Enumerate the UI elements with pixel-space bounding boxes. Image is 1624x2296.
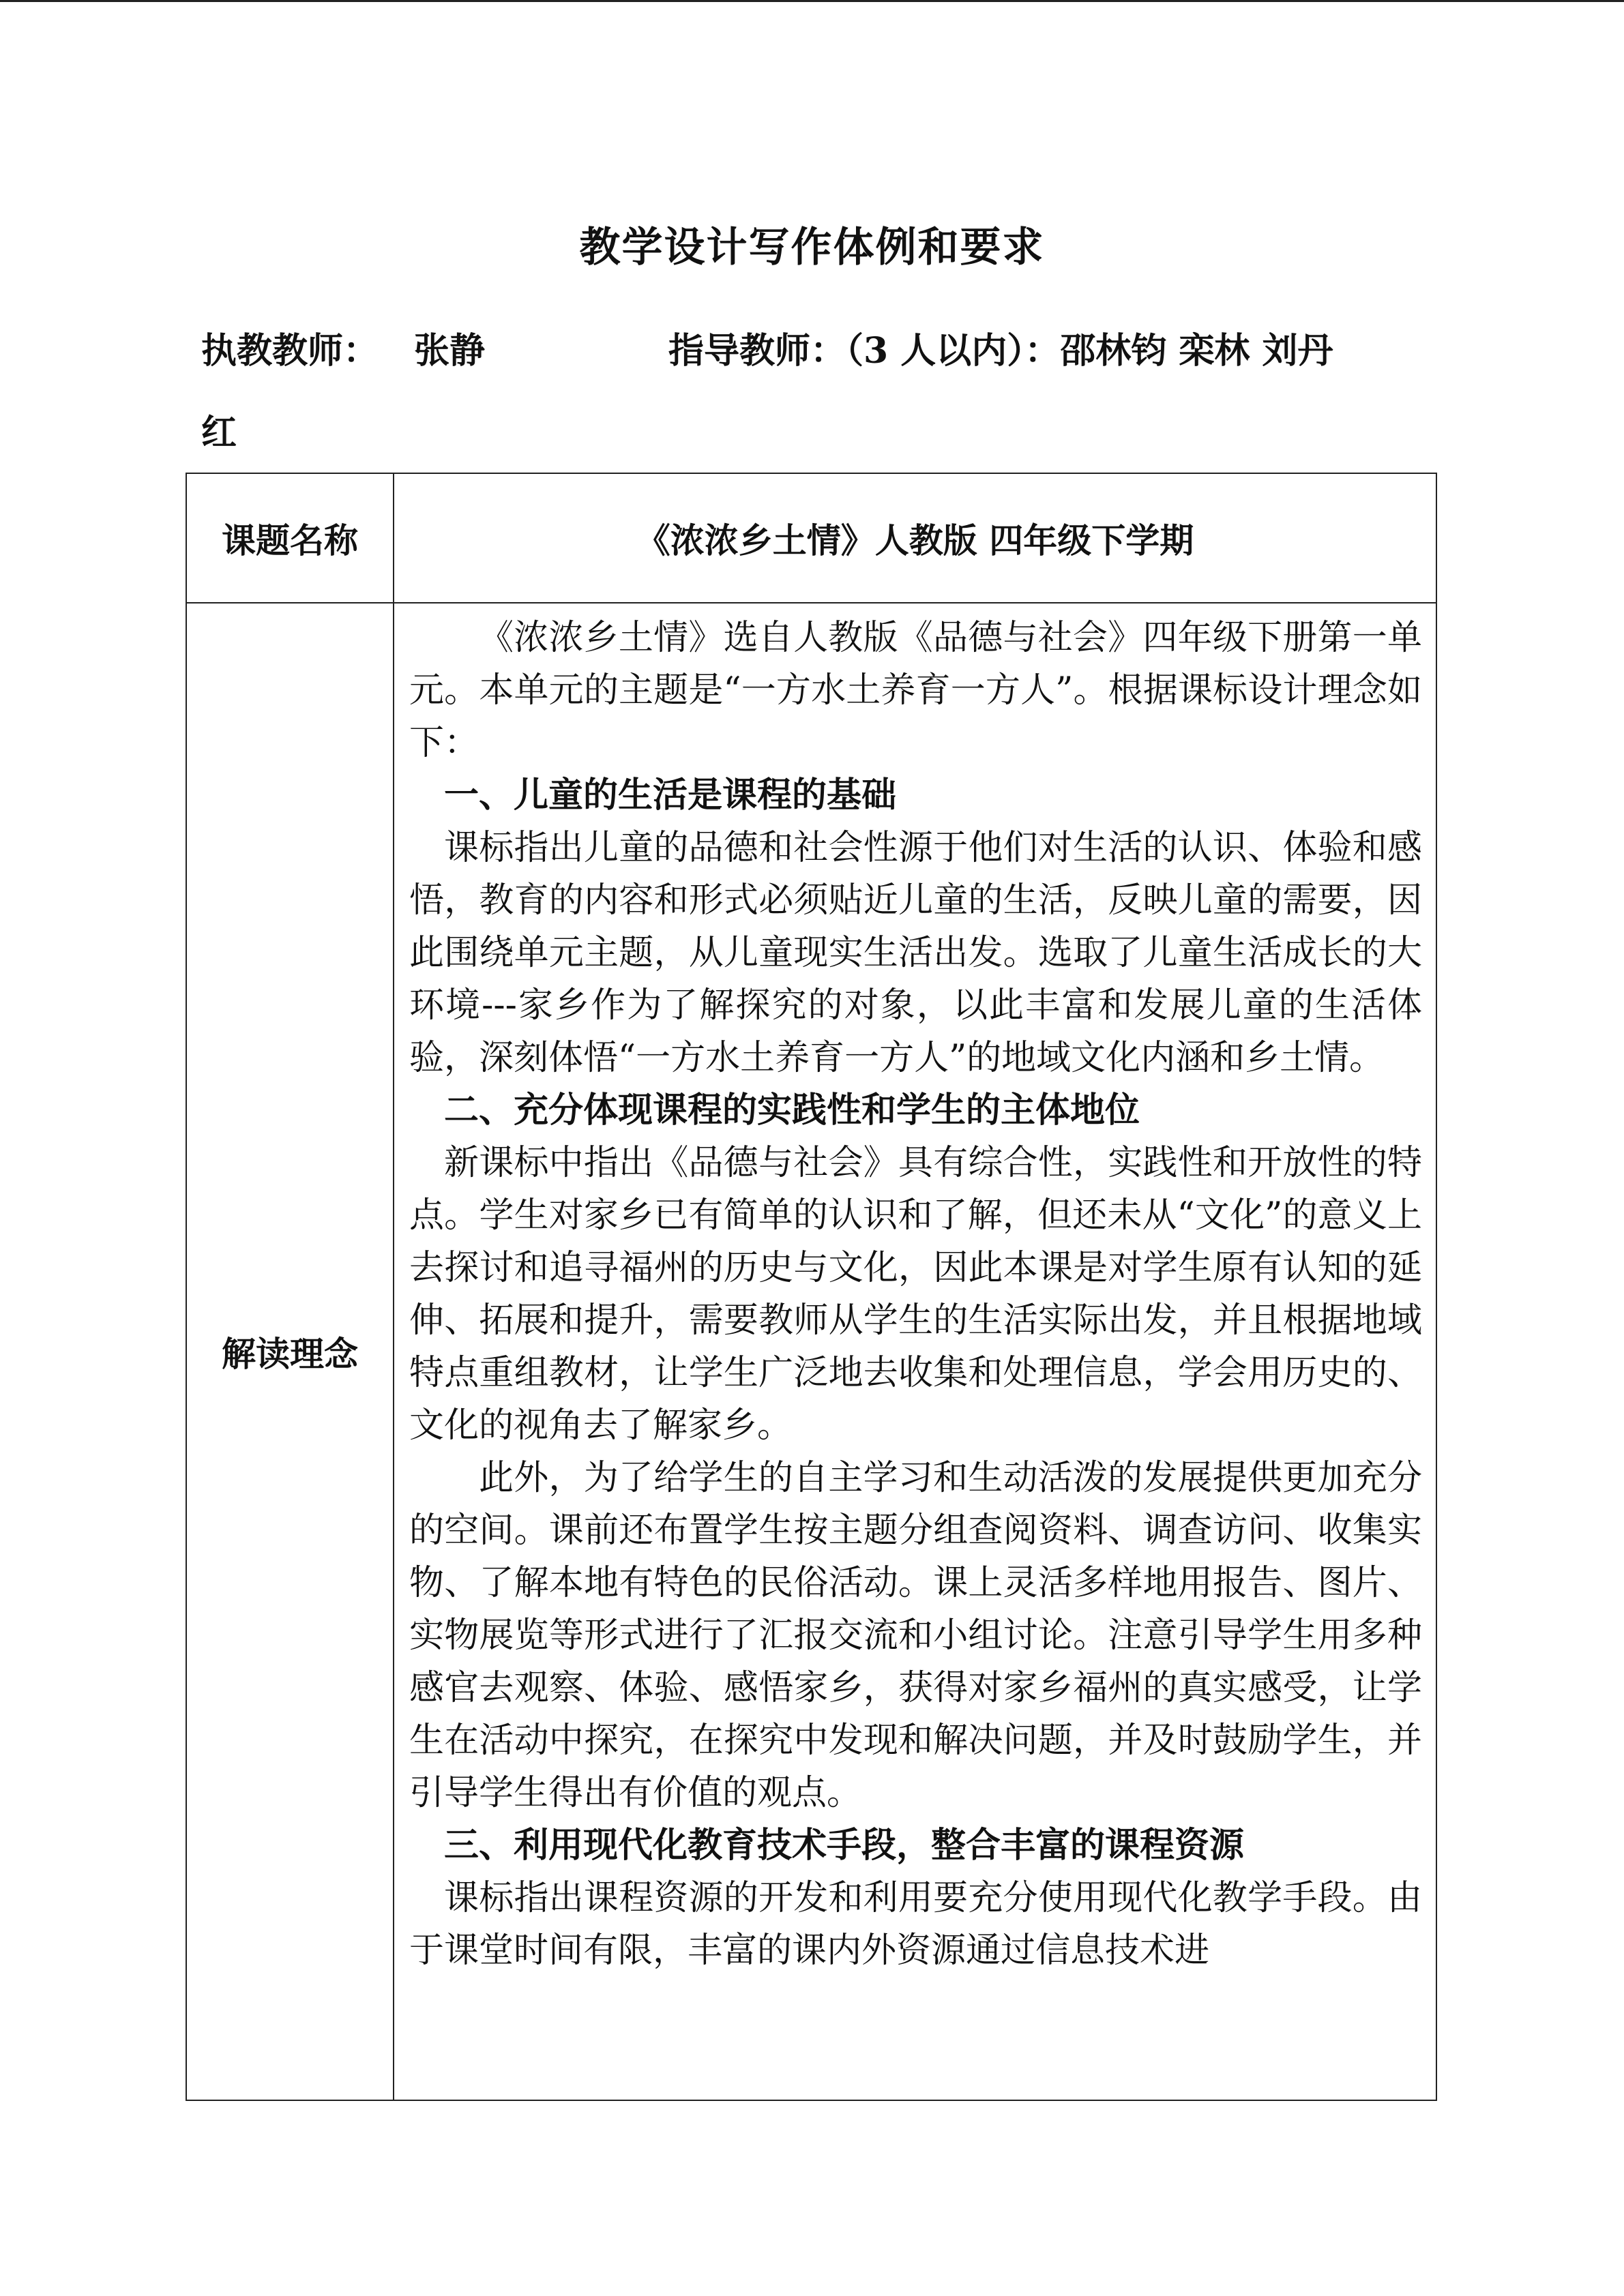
table-row-interpretation — [186, 603, 1436, 2100]
advisor-name-wrap: 红 — [201, 412, 237, 453]
interpretation-label: 解读理念 — [186, 603, 394, 2100]
page-top-border — [0, 0, 1624, 2]
paragraph-section-3: 课标指出课程资源的开发和利用要充分使用现代化教学手段。由于课堂时间有限，丰富的课内外资源通过信息技术进 — [409, 1878, 1422, 1971]
lesson-info-table — [186, 473, 1437, 2101]
course-title-value: 《浓浓乡土情》人教版 四年级下学期 — [394, 473, 1436, 603]
teacher-name: 张静 — [414, 330, 486, 372]
advisor-label: 指导教师：（3 人以内）：邵林钧 栾林 刘丹 — [668, 330, 1333, 372]
paragraph-intro: 《浓浓乡土情》选自人教版《品德与社会》四年级下册第一单元。本单元的主题是“一方水土养育一方人”。根据课标设计理念如下： — [409, 618, 1422, 763]
table-row-course-title — [186, 473, 1436, 603]
document-title: 教学设计写作体例和要求 — [579, 224, 1045, 271]
paragraph-section-2b: 此外，为了给学生的自主学习和生动活泼的发展提供更加充分的空间。课前还布置学生按主题分组查阅资料、调查访问、收集实物、了解本地有特色的民俗活动。课上灵活多样地用报告、图片、实物展览等形式进行了汇报交流和小组讨论。注意引导学生用多种感官去观察、体验、感悟家乡，获得对家乡福州的真实感受，让学生在活动中探究，在探究中发现和解决问题，并及时鼓励学生，并引导学生得出有价值的观点。 — [409, 1458, 1422, 1813]
teacher-label: 执教教师： — [201, 330, 379, 372]
heading-section-3: 三、利用现代化教育技术手段，整合丰富的课程资源 — [444, 1825, 1245, 1866]
heading-section-1: 一、儿童的生活是课程的基础 — [444, 775, 897, 816]
interpretation-content — [394, 603, 1436, 2100]
heading-section-2: 二、充分体现课程的实践性和学生的主体地位 — [444, 1090, 1140, 1131]
paragraph-section-1: 课标指出儿童的品德和社会性源于他们对生活的认识、体验和感悟，教育的内容和形式必须贴近儿童的生活，反映儿童的需要，因此围绕单元主题，从儿童现实生活出发。选取了儿童生活成长的大环境---家乡作为了解探究的对象，以此丰富和发展儿童的生活体验，深刻体悟“一方水土养育一方人”的地域文化内涵和乡土情。 — [409, 828, 1422, 1078]
course-title-label: 课题名称 — [186, 473, 394, 603]
paragraph-section-2a: 新课标中指出《品德与社会》具有综合性，实践性和开放性的特点。学生对家乡已有简单的认识和了解，但还未从“文化”的意义上去探讨和追寻福州的历史与文化，因此本课是对学生原有认知的延伸、拓展和提升，需要教师从学生的生活实际出发，并且根据地域特点重组教材，让学生广泛地去收集和处理信息，学会用历史的、文化的视角去了解家乡。 — [409, 1143, 1422, 1446]
